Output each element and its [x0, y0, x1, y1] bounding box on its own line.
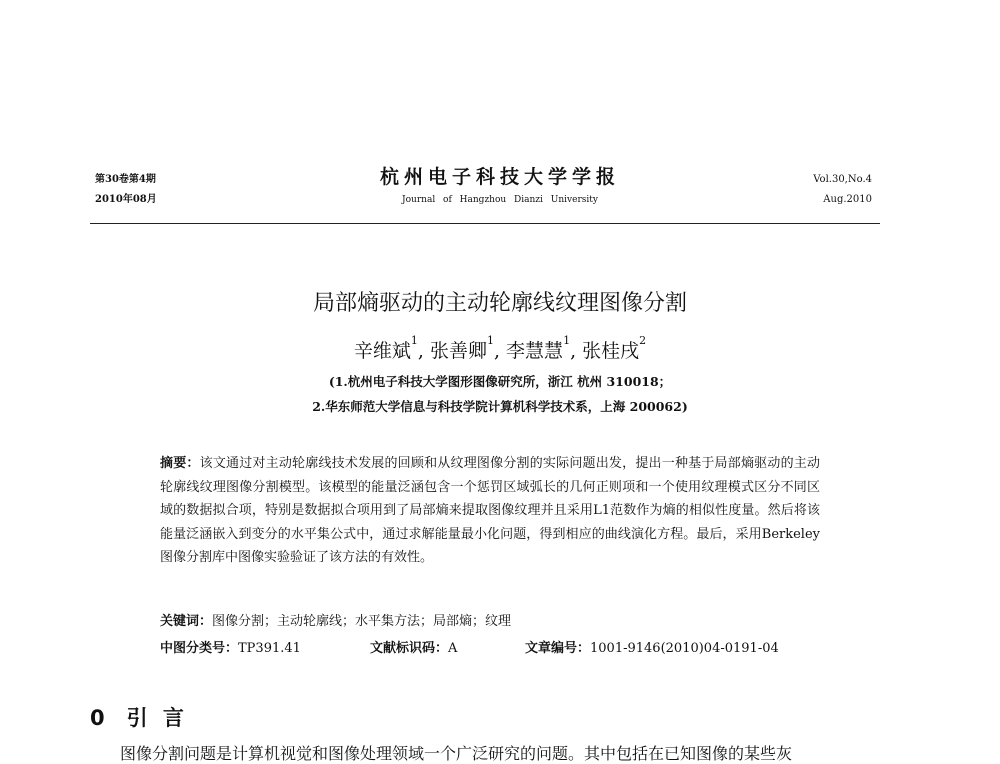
- journal-name-en: Journal of Hangzhou Dianzi University: [402, 195, 598, 205]
- journal-name-cn: 杭州电子科技大学学报: [379, 166, 620, 188]
- author-name: 张善卿: [429, 340, 487, 362]
- author-separator: ,: [570, 340, 577, 362]
- header-rule: [90, 223, 880, 224]
- keywords-text: 图像分割；主动轮廓线；水平集方法；局部熵；纹理: [212, 614, 512, 629]
- author-separator: ,: [417, 340, 424, 362]
- abstract-label: 摘要：: [160, 456, 200, 471]
- keywords: [160, 610, 511, 629]
- section-number: 0: [90, 706, 109, 730]
- clc-label: 中图分类号：: [160, 641, 239, 656]
- author-separator: ,: [493, 340, 500, 362]
- article-no-item: [525, 637, 779, 656]
- date-cn: 2010年08月: [95, 194, 157, 205]
- clc-item: [160, 637, 301, 656]
- doc-code-value: A: [448, 641, 458, 656]
- abstract: [160, 452, 820, 570]
- clc-value: TP391.41: [238, 641, 301, 656]
- article-no-value: 1001-9146(2010)04-0191-04: [590, 641, 779, 656]
- keywords-label: 关键词：: [160, 614, 213, 629]
- author-affiliation-mark: 1: [486, 334, 494, 347]
- article-title: 局部熵驱动的主动轮廓线纹理图像分割: [312, 291, 687, 316]
- author-name: 张桂戌: [582, 340, 640, 362]
- doc-code-item: [370, 637, 457, 656]
- doc-code-label: 文献标识码：: [370, 641, 449, 656]
- header-left: [95, 170, 157, 210]
- header-right: [813, 170, 872, 210]
- author-affiliation-mark: 1: [563, 334, 571, 347]
- header-center: [300, 162, 700, 205]
- volume-issue-en: Vol.30,No.4: [813, 174, 872, 185]
- author-affiliation-mark: 2: [639, 334, 647, 347]
- author-name: 辛维斌: [353, 340, 411, 362]
- author-name: 李慧慧: [506, 340, 564, 362]
- body-paragraph: 图像分割问题是计算机视觉和图像处理领域一个广泛研究的问题。其中包括在已知图像的某些灰: [120, 744, 793, 763]
- author-list: [0, 336, 1000, 363]
- date-en: Aug.2010: [823, 194, 872, 205]
- section-title: 引 言: [126, 706, 188, 730]
- volume-issue-cn: 第30卷第4期: [95, 174, 156, 185]
- section-heading: [90, 702, 188, 732]
- affiliation-line: 2.华东师范大学信息与科技学院计算机科学技术系，上海 200062): [312, 399, 688, 414]
- author-affiliation-mark: 1: [410, 334, 418, 347]
- affiliation-line: (1.杭州电子科技大学图形图像研究所，浙江 杭州 310018；: [328, 374, 672, 389]
- abstract-text: 该文通过对主动轮廓线技术发展的回顾和从纹理图像分割的实际问题出发，提出一种基于局部熵驱动的主动轮廓线纹理图像分割模型。该模型的能量泛涵包含一个惩罚区域弧长的几何正则项和一个使用纹理模式区分不同区域的数据拟合项，特别是数据拟合项用到了局部熵来提取图像纹理并且采用L1范数作为熵的相似性度量。然后将该能量泛涵嵌入到变分的水平集公式中，通过求解能量最小化问题，得到相应的曲线演化方程。最后，采用Berkeley图像分割库中图像实验验证了该方法的有效性。: [160, 456, 820, 566]
- article-no-label: 文章编号：: [525, 641, 591, 656]
